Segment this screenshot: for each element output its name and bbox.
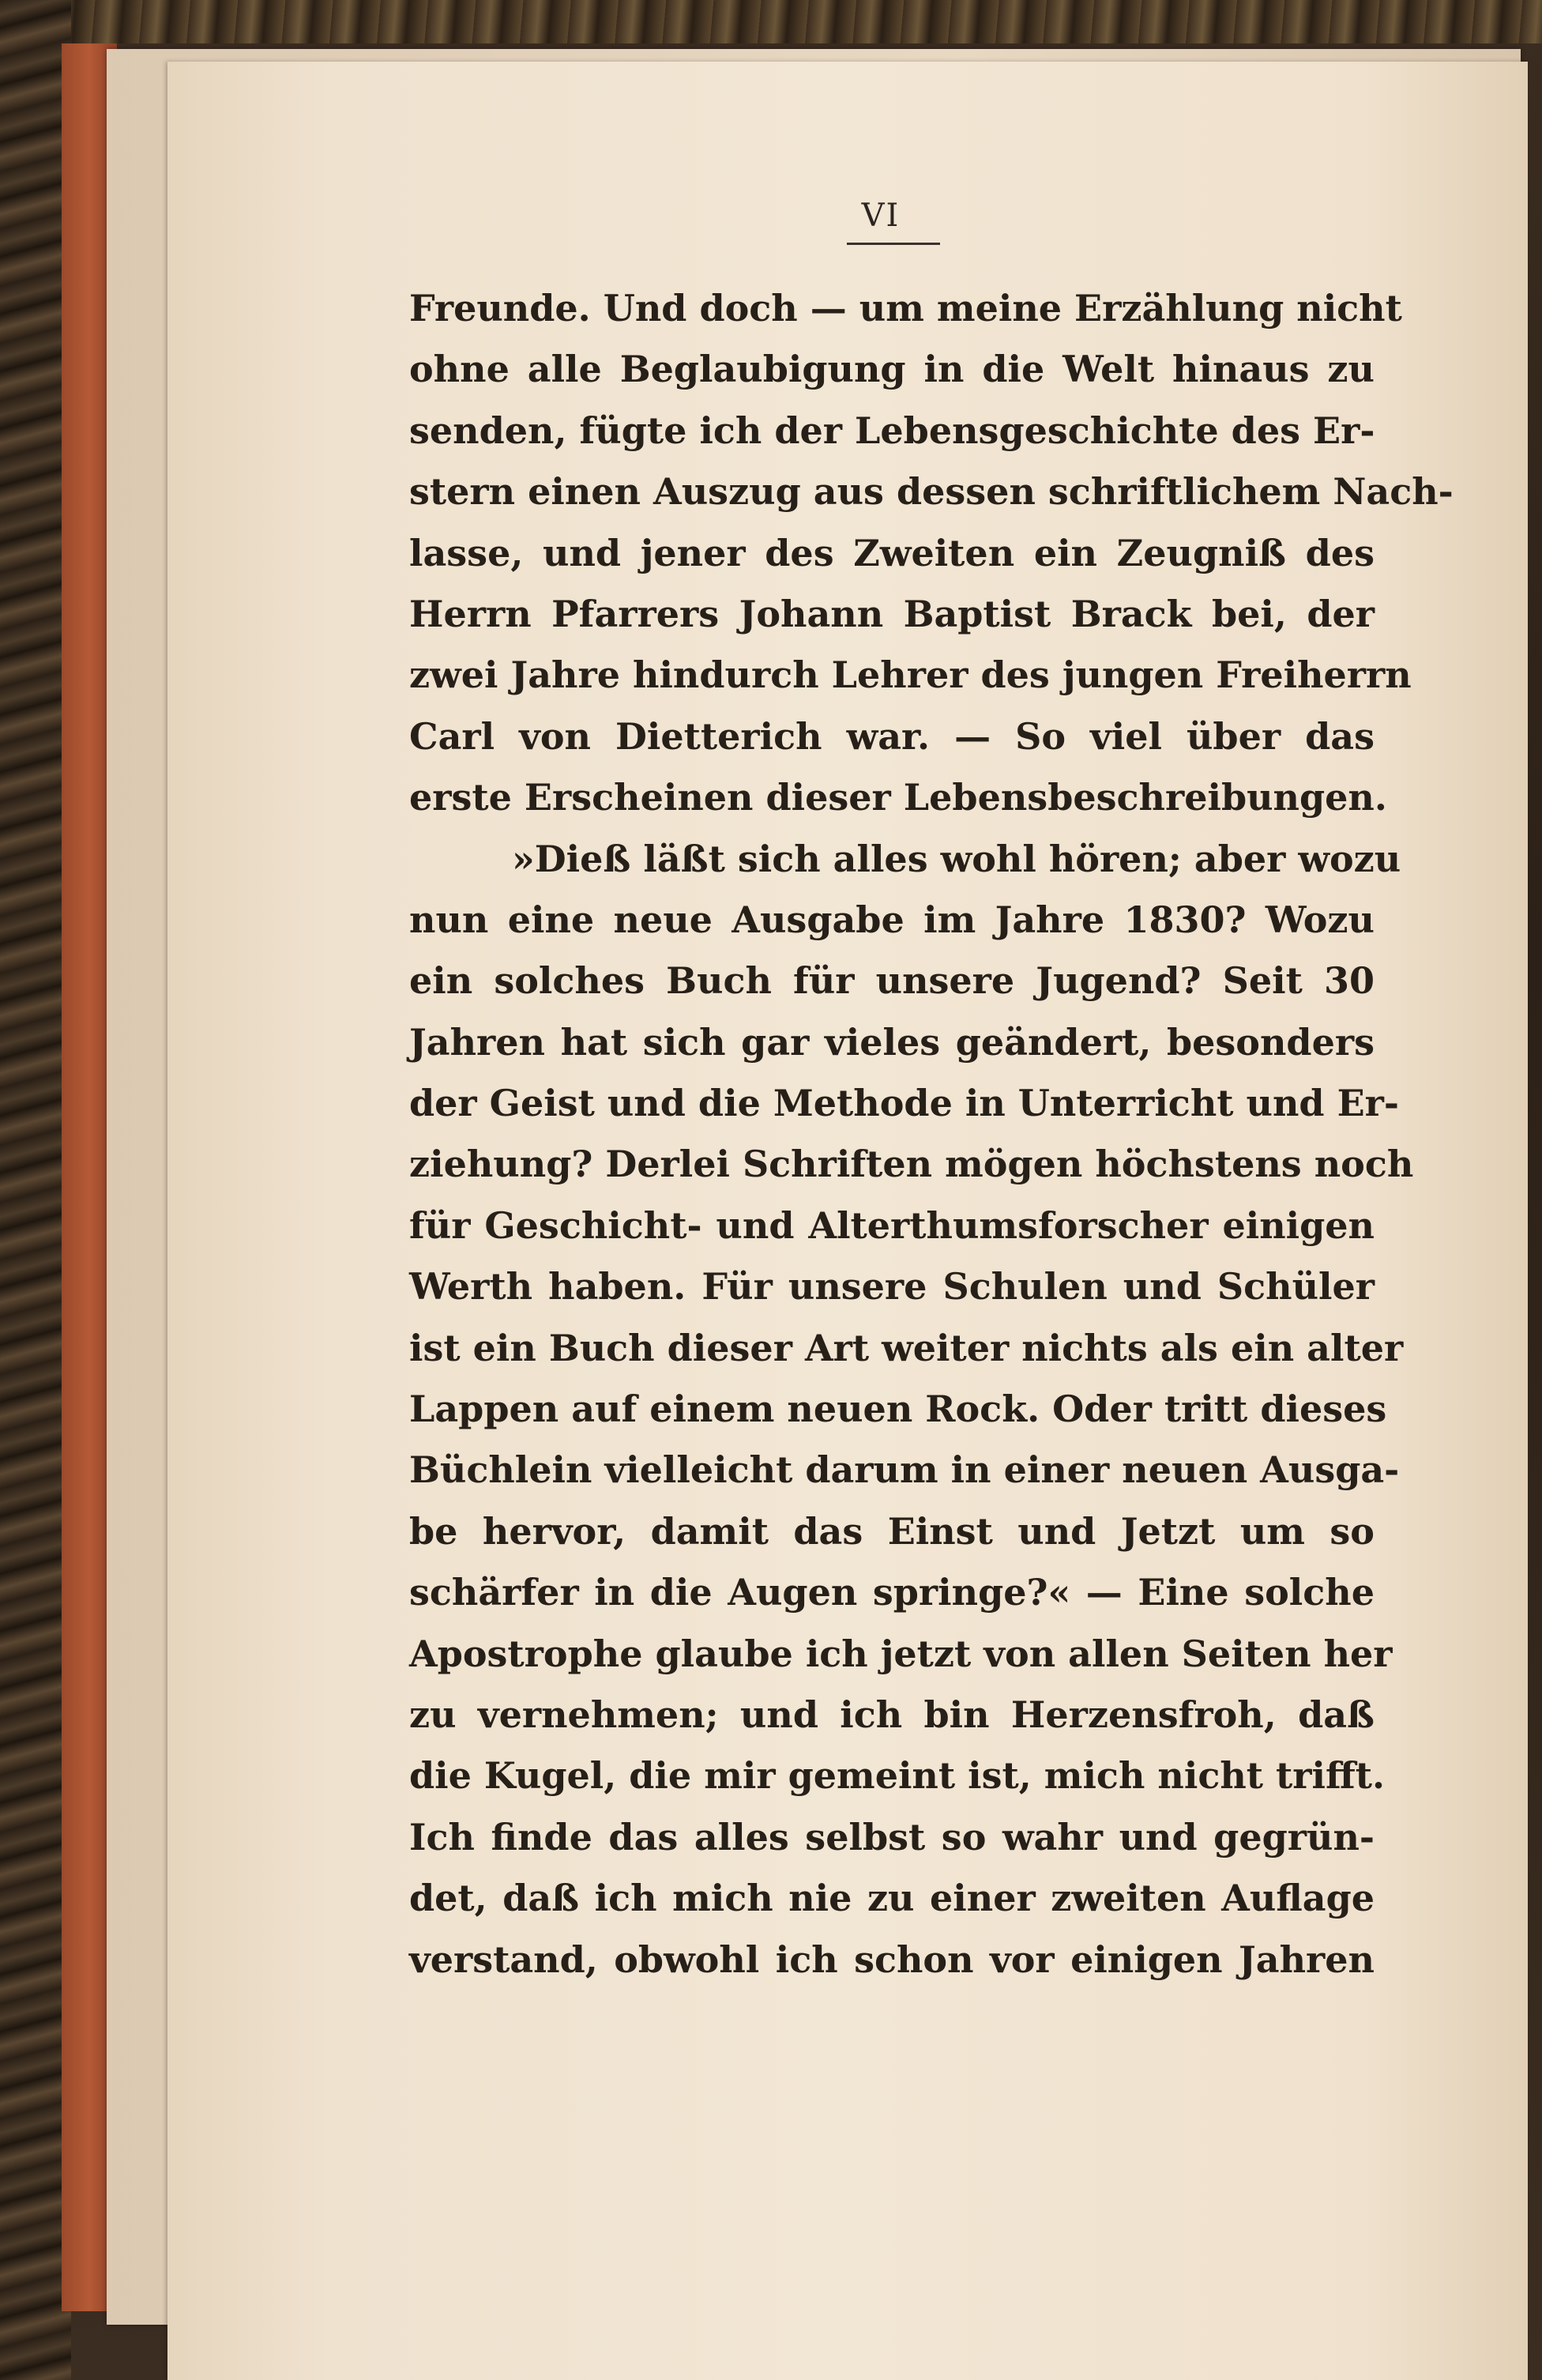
text-line: schärfer in die Augen springe?« — Eine solche xyxy=(409,1571,1375,1614)
text-line: senden, fügte ich der Lebensgeschichte des Er- xyxy=(409,409,1375,452)
text-line: Werth haben. Für unsere Schulen und Schüler xyxy=(409,1265,1375,1309)
text-line: Jahren hat sich gar vieles geändert, besonders xyxy=(409,1020,1375,1064)
text-line: be hervor, damit das Einst und Jetzt um so xyxy=(409,1509,1375,1553)
text-line: det, daß ich mich nie zu einer zweiten Auflage xyxy=(409,1877,1375,1920)
body-text xyxy=(409,278,1454,1990)
text-line: für Geschicht- und Alterthumsforscher einigen xyxy=(409,1203,1375,1247)
text-line: ziehung? Derlei Schriften mögen höchstens noch xyxy=(409,1143,1414,1186)
text-line: Ich finde das alles selbst so wahr und gegrün- xyxy=(409,1815,1375,1858)
text-line: Carl von Dietterich war. — So viel über das xyxy=(409,714,1375,758)
text-line: nun eine neue Ausgabe im Jahre 1830? Wozu xyxy=(409,898,1375,941)
text-line: die Kugel, die mir gemeint ist, mich nicht trifft. xyxy=(409,1754,1386,1798)
text-line: erste Erscheinen dieser Lebensbeschreibungen. xyxy=(409,776,1387,819)
text-line: Büchlein vielleicht darum in einer neuen Ausga- xyxy=(409,1448,1400,1492)
text-line: ist ein Buch dieser Art weiter nichts als ein alter xyxy=(409,1326,1404,1369)
page-number: VI xyxy=(861,198,901,234)
text-line: Freunde. Und doch — um meine Erzählung nicht xyxy=(409,287,1402,330)
text-line: Herrn Pfarrers Johann Baptist Brack bei, der xyxy=(409,592,1375,635)
text-line: zwei Jahre hindurch Lehrer des jungen Freiherrn xyxy=(409,653,1412,697)
text-line: zu vernehmen; und ich bin Herzensfroh, daß xyxy=(409,1693,1375,1736)
text-line: ein solches Buch für unsere Jugend? Seit 30 xyxy=(409,959,1375,1003)
header-rule xyxy=(847,243,940,245)
marbled-cover-edge xyxy=(0,0,71,2380)
text-line: lasse, und jener des Zweiten ein Zeugniß des xyxy=(409,531,1375,574)
text-line: der Geist und die Methode in Unterricht und Er- xyxy=(409,1082,1399,1125)
text-line: Apostrophe glaube ich jetzt von allen Seiten her xyxy=(409,1632,1393,1675)
text-line: stern einen Auszug aus dessen schriftlichem Nach- xyxy=(409,470,1454,514)
text-line: ohne alle Beglaubigung in die Welt hinaus zu xyxy=(409,348,1375,391)
marbled-cover-top xyxy=(0,0,1542,43)
text-line: Lappen auf einem neuen Rock. Oder tritt dieses xyxy=(409,1388,1387,1431)
text-line: »Dieß läßt sich alles wohl hören; aber wozu xyxy=(512,837,1401,880)
text-line: verstand, obwohl ich schon vor einigen Jahren xyxy=(409,1938,1375,1981)
